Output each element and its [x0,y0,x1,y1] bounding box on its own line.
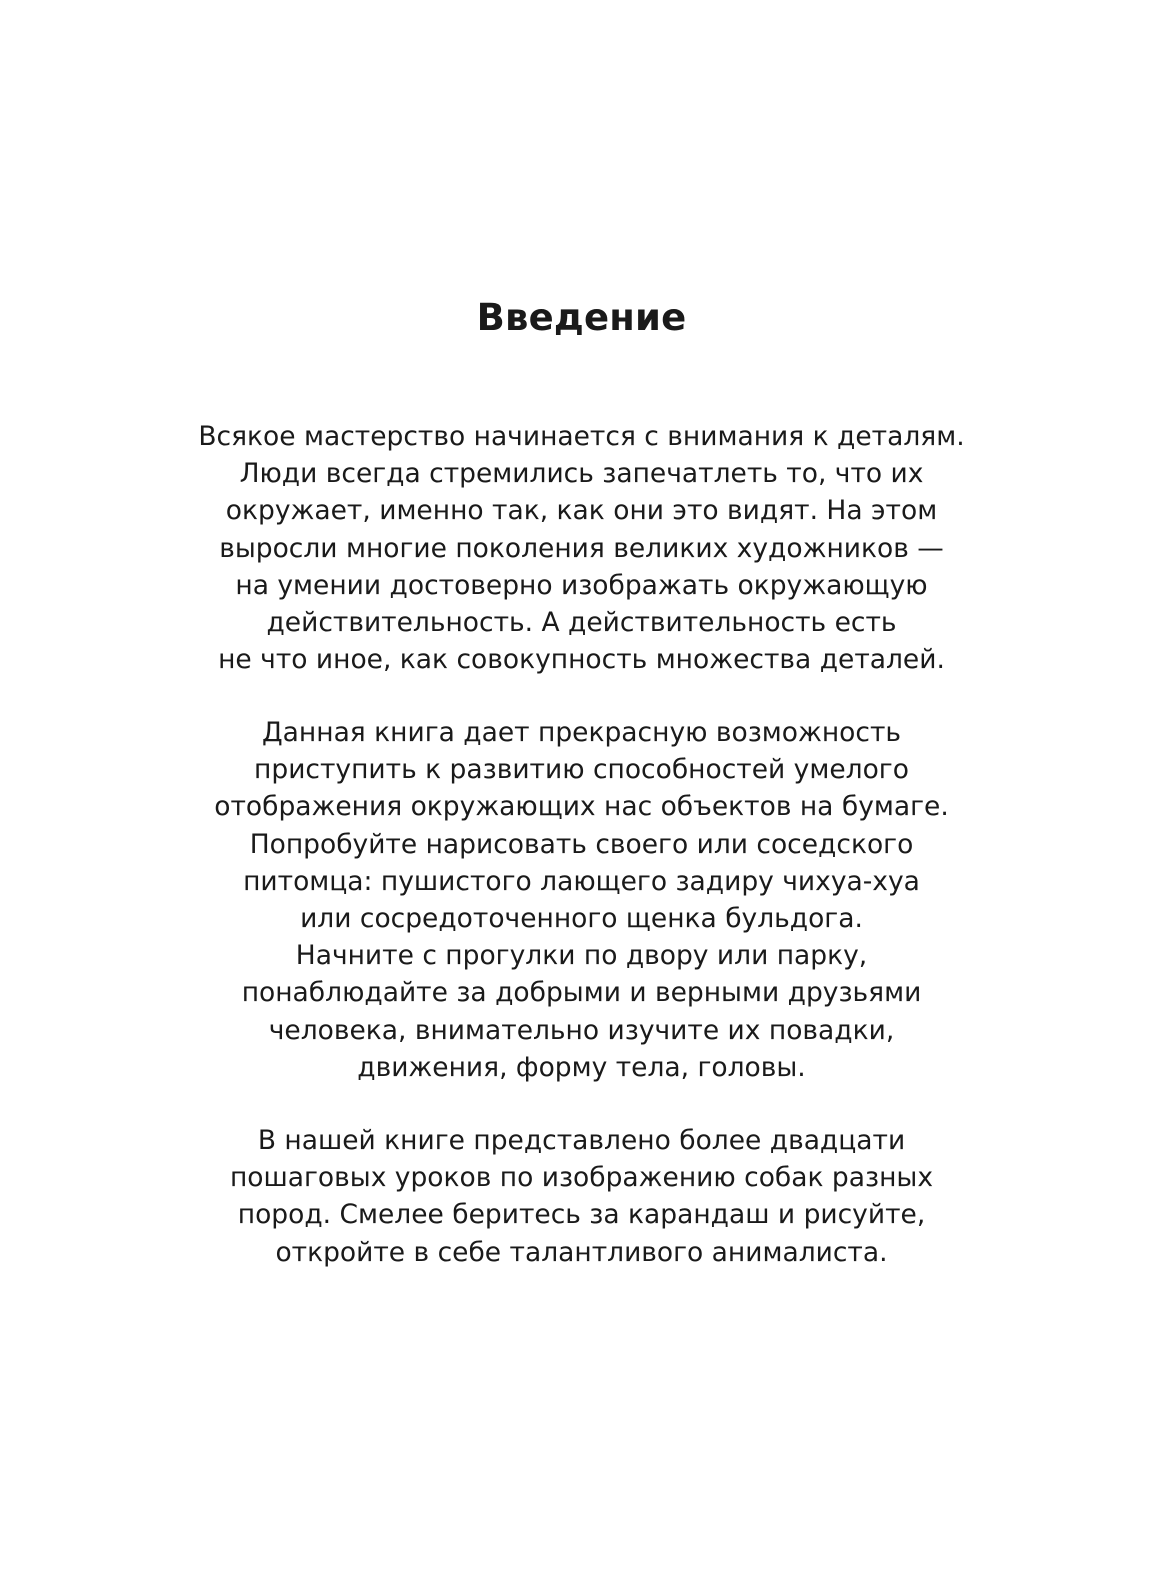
text-line: пород. Смелее беритесь за карандаш и рисуйте, [237,1199,926,1231]
text-line: человека, внимательно изучите их повадки, [268,1014,895,1046]
text-line: В нашей книге представлено более двадцати [257,1125,906,1156]
page-title: Введение [476,296,687,339]
text-line: Попробуйте нарисовать своего или соседского [249,828,914,860]
text-line: пошаговых уроков по изображению собак разных [229,1162,933,1194]
text-line: выросли многие поколения великих художников — [219,532,944,564]
paragraph-lessons [0,1122,1163,1271]
text-line: не что иное, как совокупность множества деталей. [218,644,945,676]
text-line: на умении достоверно изображать окружающую [235,569,928,601]
text-line: окружает, именно так, как они это видят. На этом [225,495,938,527]
paragraph-intro [0,418,1163,678]
text-line: отображения окружающих нас объектов на бумаге. [214,791,949,823]
text-line: откройте в себе талантливого анималиста. [275,1236,888,1268]
text-line: Люди всегда стремились запечатлеть то, что их [239,458,924,490]
text-line: Начните с прогулки по двору или парку, [295,940,868,972]
text-line: Всякое мастерство начинается с внимания к деталям. [198,421,965,452]
text-line: понаблюдайте за добрыми и верными друзьями [241,977,922,1009]
paragraph-book-purpose [0,714,1163,1086]
text-line: движения, форму тела, головы. [357,1051,806,1083]
text-line: или сосредоточенного щенка бульдога. [300,903,863,935]
text-line: действительность. А действительность есть [266,607,897,639]
text-line: приступить к развитию способностей умелого [254,754,909,786]
text-line: питомца: пушистого лающего задиру чихуа-хуа [243,865,920,897]
text-line: Данная книга дает прекрасную возможность [261,717,902,748]
